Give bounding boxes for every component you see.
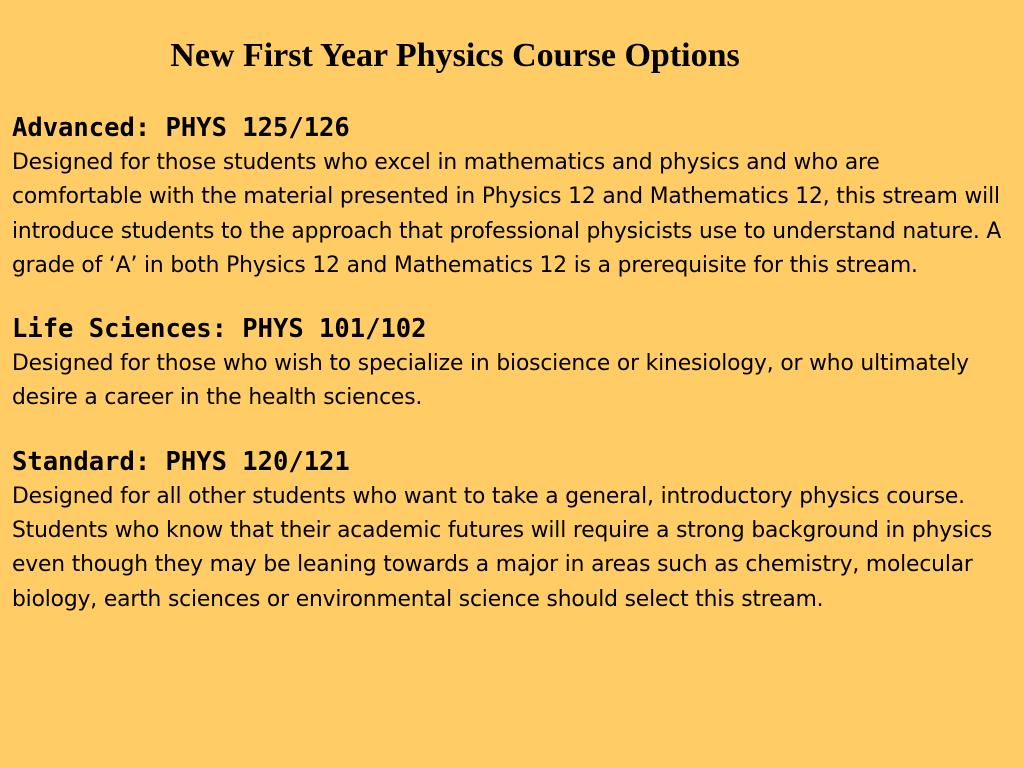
course-option-advanced bbox=[12, 110, 1012, 283]
course-option-heading: Standard: PHYS 120/121 bbox=[12, 446, 350, 477]
course-option-heading: Advanced: PHYS 125/126 bbox=[12, 113, 350, 143]
course-option-standard bbox=[12, 444, 1012, 617]
course-option-life-sciences bbox=[12, 311, 1012, 416]
course-option-heading: Life Sciences: PHYS 101/102 bbox=[12, 314, 427, 345]
course-options-list bbox=[12, 110, 1012, 645]
course-option-description: Designed for those students who excel in mathematics and physics and who are comfortable with the material presented in Physics 12 and Mathematics 12, this stream will introduce students to the approach that professional physicists use to understand nature. A grade of ‘A’ in both Physics 12 and Mathematics 12 is a prerequisite for this stream. bbox=[12, 150, 1002, 278]
course-option-description: Designed for those who wish to specialize in bioscience or kinesiology, or who ultimately desire a career in the health sciences. bbox=[12, 351, 969, 411]
course-option-description: Designed for all other students who want to take a general, introductory physics course. Students who know that their academic futures will require a strong background in physics even though they may be leaning towards a major in areas such as chemistry, molecular biology, earth sciences or environmental science should select this stream. bbox=[12, 483, 993, 612]
slide-title: New First Year Physics Course Options bbox=[170, 37, 740, 74]
